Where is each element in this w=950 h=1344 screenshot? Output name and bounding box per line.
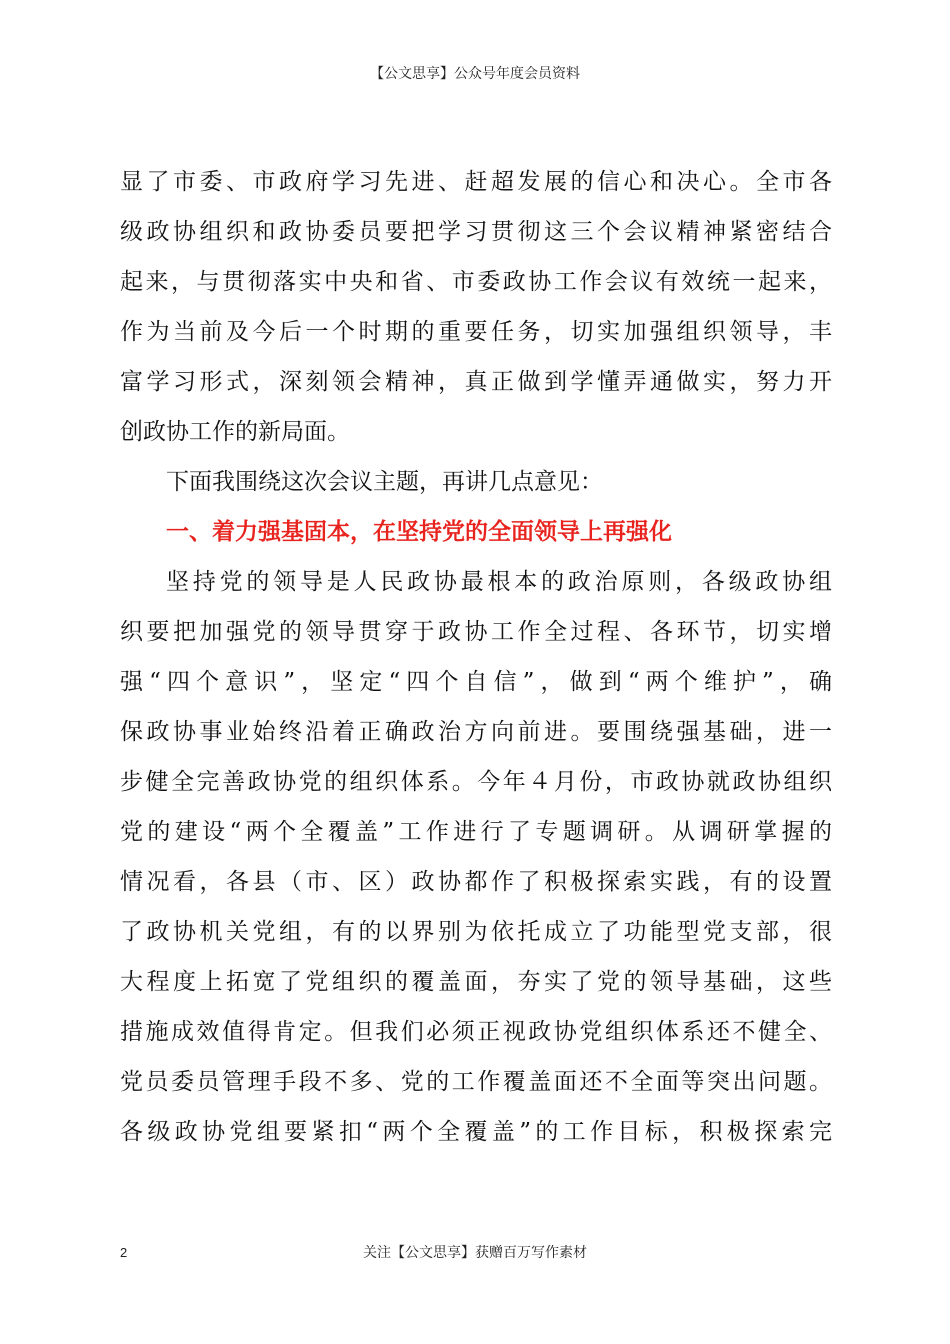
- paragraph-3-line-11: 党员委员管理手段不多、党的工作覆盖面还不全面等突出问题。: [120, 1069, 832, 1095]
- paragraph-3-line-12: 各级政协党组要紧扣“两个全覆盖”的工作目标，积极探索完: [120, 1119, 832, 1145]
- paragraph-3-line-3: 强“四个意识”，坚定“四个自信”，做到“两个维护”，确: [120, 669, 832, 695]
- paragraph-3-line-8: 了政协机关党组，有的以界别为依托成立了功能型党支部，很: [120, 919, 832, 945]
- paragraph-3-line-9: 大程度上拓宽了党组织的覆盖面，夯实了党的领导基础，这些: [120, 969, 832, 995]
- paragraph-1-line-1: 显了市委、市政府学习先进、赶超发展的信心和决心。全市各: [120, 169, 832, 195]
- paragraph-1-line-2: 级政协组织和政协委员要把学习贯彻这三个会议精神紧密结合: [120, 219, 832, 245]
- page-number: 2: [120, 1245, 128, 1260]
- document-body: [120, 157, 832, 1157]
- section-heading-1: 一、着力强基固本，在坚持党的全面领导上再强化: [166, 519, 672, 545]
- paragraph-3-line-2: 织要把加强党的领导贯穿于政协工作全过程、各环节，切实增: [120, 619, 832, 645]
- paragraph-1-line-4: 作为当前及今后一个时期的重要任务，切实加强组织领导，丰: [120, 319, 832, 345]
- paragraph-3-line-6: 党的建设“两个全覆盖”工作进行了专题调研。从调研掌握的: [120, 819, 832, 845]
- paragraph-3-line-10: 措施成效值得肯定。但我们必须正视政协党组织体系还不健全、: [120, 1019, 832, 1045]
- paragraph-2: 下面我围绕这次会议主题，再讲几点意见：: [166, 469, 603, 495]
- page-footer: 关注【公文思享】获赠百万写作素材: [363, 1245, 587, 1261]
- paragraph-3-line-5: 步健全完善政协党的组织体系。今年４月份，市政协就政协组织: [120, 769, 832, 795]
- paragraph-3-line-7: 情况看，各县（市、区）政协都作了积极探索实践，有的设置: [120, 869, 832, 895]
- paragraph-3-line-1: 坚持党的领导是人民政协最根本的政治原则，各级政协组: [166, 569, 832, 595]
- paragraph-1-line-3: 起来，与贯彻落实中央和省、市委政协工作会议有效统一起来，: [120, 269, 832, 295]
- page-header: 【公文思享】公众号年度会员资料: [370, 66, 580, 82]
- paragraph-1-line-5: 富学习形式，深刻领会精神，真正做到学懂弄通做实，努力开: [120, 369, 832, 395]
- paragraph-3-line-4: 保政协事业始终沿着正确政治方向前进。要围绕强基础，进一: [120, 719, 832, 745]
- paragraph-1-line-6: 创政协工作的新局面。: [120, 419, 350, 445]
